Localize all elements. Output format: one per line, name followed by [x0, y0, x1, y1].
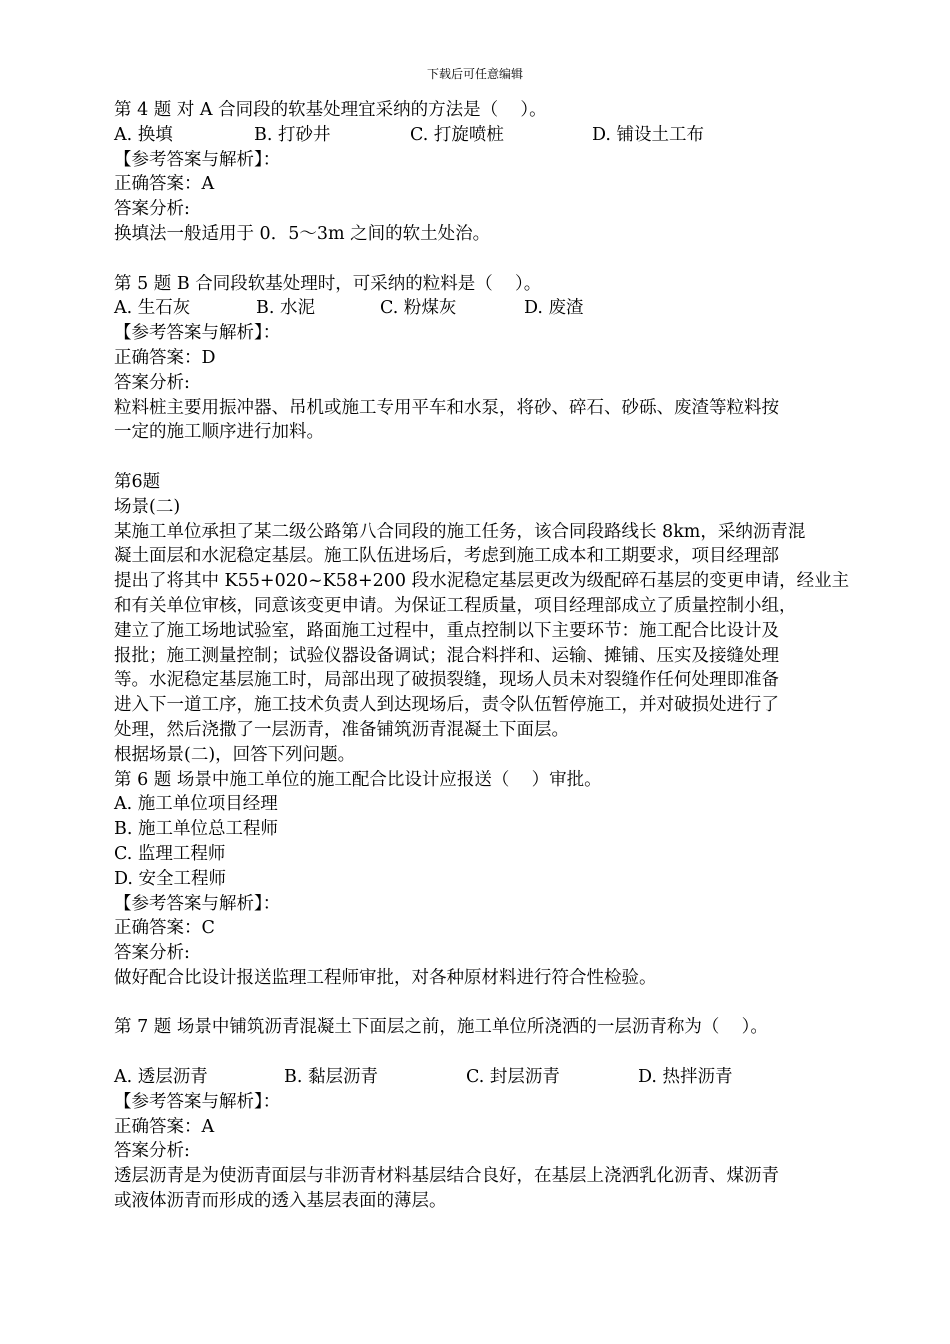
analysis-label: 答案分析: — [114, 1141, 190, 1162]
option-d: D. 热拌沥青 — [638, 1067, 733, 1088]
question-5-title: 第 5 题 B 合同段软基处理时，可采纳的粒料是（ ）。 — [114, 273, 542, 294]
scenario-line: 凝土面层和水泥稳定基层。施工队伍进场后，考虑到施工成本和工期要求，项目经理部 — [114, 546, 779, 567]
question-6-title: 第 6 题 场景中施工单位的施工配合比设计应报送（ ）审批。 — [114, 769, 602, 790]
option-a: A. 换填 — [114, 124, 173, 145]
analysis-label: 答案分析: — [114, 199, 190, 220]
document-body — [114, 98, 884, 1214]
question-6-heading: 第6题 — [114, 471, 161, 492]
scenario-line: 提出了将其中 K55+020~K58+200 段水泥稳定基层更改为级配碎石基层的变更申请，经业主 — [114, 571, 850, 592]
scenario-line: 和有关单位审核，同意该变更申请。为保证工程质量，项目经理部成立了质量控制小组， — [114, 595, 797, 616]
analysis-text: 换填法一般适用于 0．5～3m 之间的软土处治。 — [114, 223, 491, 244]
page-header: 下载后可任意编辑 — [426, 67, 523, 81]
option-a: A. 透层沥青 — [114, 1067, 208, 1088]
analysis-text-line: 或液体沥青而形成的透入基层表面的薄层。 — [114, 1191, 447, 1212]
option-b: B. 打砂井 — [254, 124, 331, 145]
option-d: D. 铺设土工布 — [592, 124, 705, 145]
scenario-line: 进入下一道工序，施工技术负责人到达现场后，责令队伍暂停施工，并对破损处进行了 — [114, 695, 779, 716]
option-a: A. 生石灰 — [114, 298, 191, 319]
correct-answer: 正确答案：D — [114, 347, 216, 368]
analysis-label: 答案分析: — [114, 372, 190, 393]
option-c: C. 打旋喷桩 — [410, 124, 504, 145]
analysis-text-line: 一定的施工顺序进行加料。 — [114, 422, 324, 443]
reference-heading: 【参考答案与解析】： — [114, 893, 281, 914]
question-5-options — [114, 296, 884, 321]
option-d: D. 安全工程师 — [114, 868, 227, 889]
option-d: D. 废渣 — [524, 298, 584, 319]
option-b: B. 黏层沥青 — [284, 1067, 378, 1088]
question-7-options — [114, 1065, 884, 1090]
correct-answer: 正确答案：A — [114, 174, 215, 195]
scenario-line: 处理，然后浇撒了一层沥青，准备铺筑沥青混凝土下面层。 — [114, 719, 569, 740]
correct-answer: 正确答案：A — [114, 1116, 215, 1137]
analysis-text-line: 粒料桩主要用振冲器、吊机或施工专用平车和水泵，将砂、碎石、砂砾、废渣等粒料按 — [114, 397, 779, 418]
analysis-text-line: 透层沥青是为使沥青面层与非沥青材料基层结合良好，在基层上浇洒乳化沥青、煤沥青 — [114, 1166, 779, 1187]
scenario-line: 某施工单位承担了某二级公路第八合同段的施工任务，该合同段路线长 8km，采纳沥青混 — [114, 521, 806, 542]
option-b: B. 水泥 — [256, 298, 315, 319]
option-c: C. 封层沥青 — [466, 1067, 560, 1088]
analysis-label: 答案分析: — [114, 943, 190, 964]
reference-heading: 【参考答案与解析】： — [114, 149, 281, 170]
option-c: C. 监理工程师 — [114, 843, 226, 864]
scenario-line: 报批；施工测量控制；试验仪器设备调试；混合料拌和、运输、摊铺、压实及接缝处理 — [114, 645, 779, 666]
reference-heading: 【参考答案与解析】： — [114, 1091, 281, 1112]
question-4-options — [114, 123, 884, 148]
correct-answer: 正确答案：C — [114, 918, 215, 939]
scenario-instruction: 根据场景(二)，回答下列问题。 — [114, 744, 356, 765]
analysis-text: 做好配合比设计报送监理工程师审批，对各种原材料进行符合性检验。 — [114, 967, 657, 988]
scenario-label: 场景(二) — [114, 496, 181, 517]
question-7-title: 第 7 题 场景中铺筑沥青混凝土下面层之前，施工单位所浇洒的一层沥青称为（ ）。 — [114, 1017, 768, 1038]
scenario-line: 等。水泥稳定基层施工时，局部出现了破损裂缝，现场人员未对裂缝作任何处理即准备 — [114, 670, 779, 691]
question-4-title: 第 4 题 对 A 合同段的软基处理宜采纳的方法是（ ）。 — [114, 100, 547, 120]
reference-heading: 【参考答案与解析】： — [114, 323, 281, 344]
option-c: C. 粉煤灰 — [380, 298, 457, 319]
option-a: A. 施工单位项目经理 — [114, 794, 278, 815]
option-b: B. 施工单位总工程师 — [114, 819, 278, 840]
scenario-line: 建立了施工场地试验室，路面施工过程中，重点控制以下主要环节：施工配合比设计及 — [114, 620, 779, 641]
